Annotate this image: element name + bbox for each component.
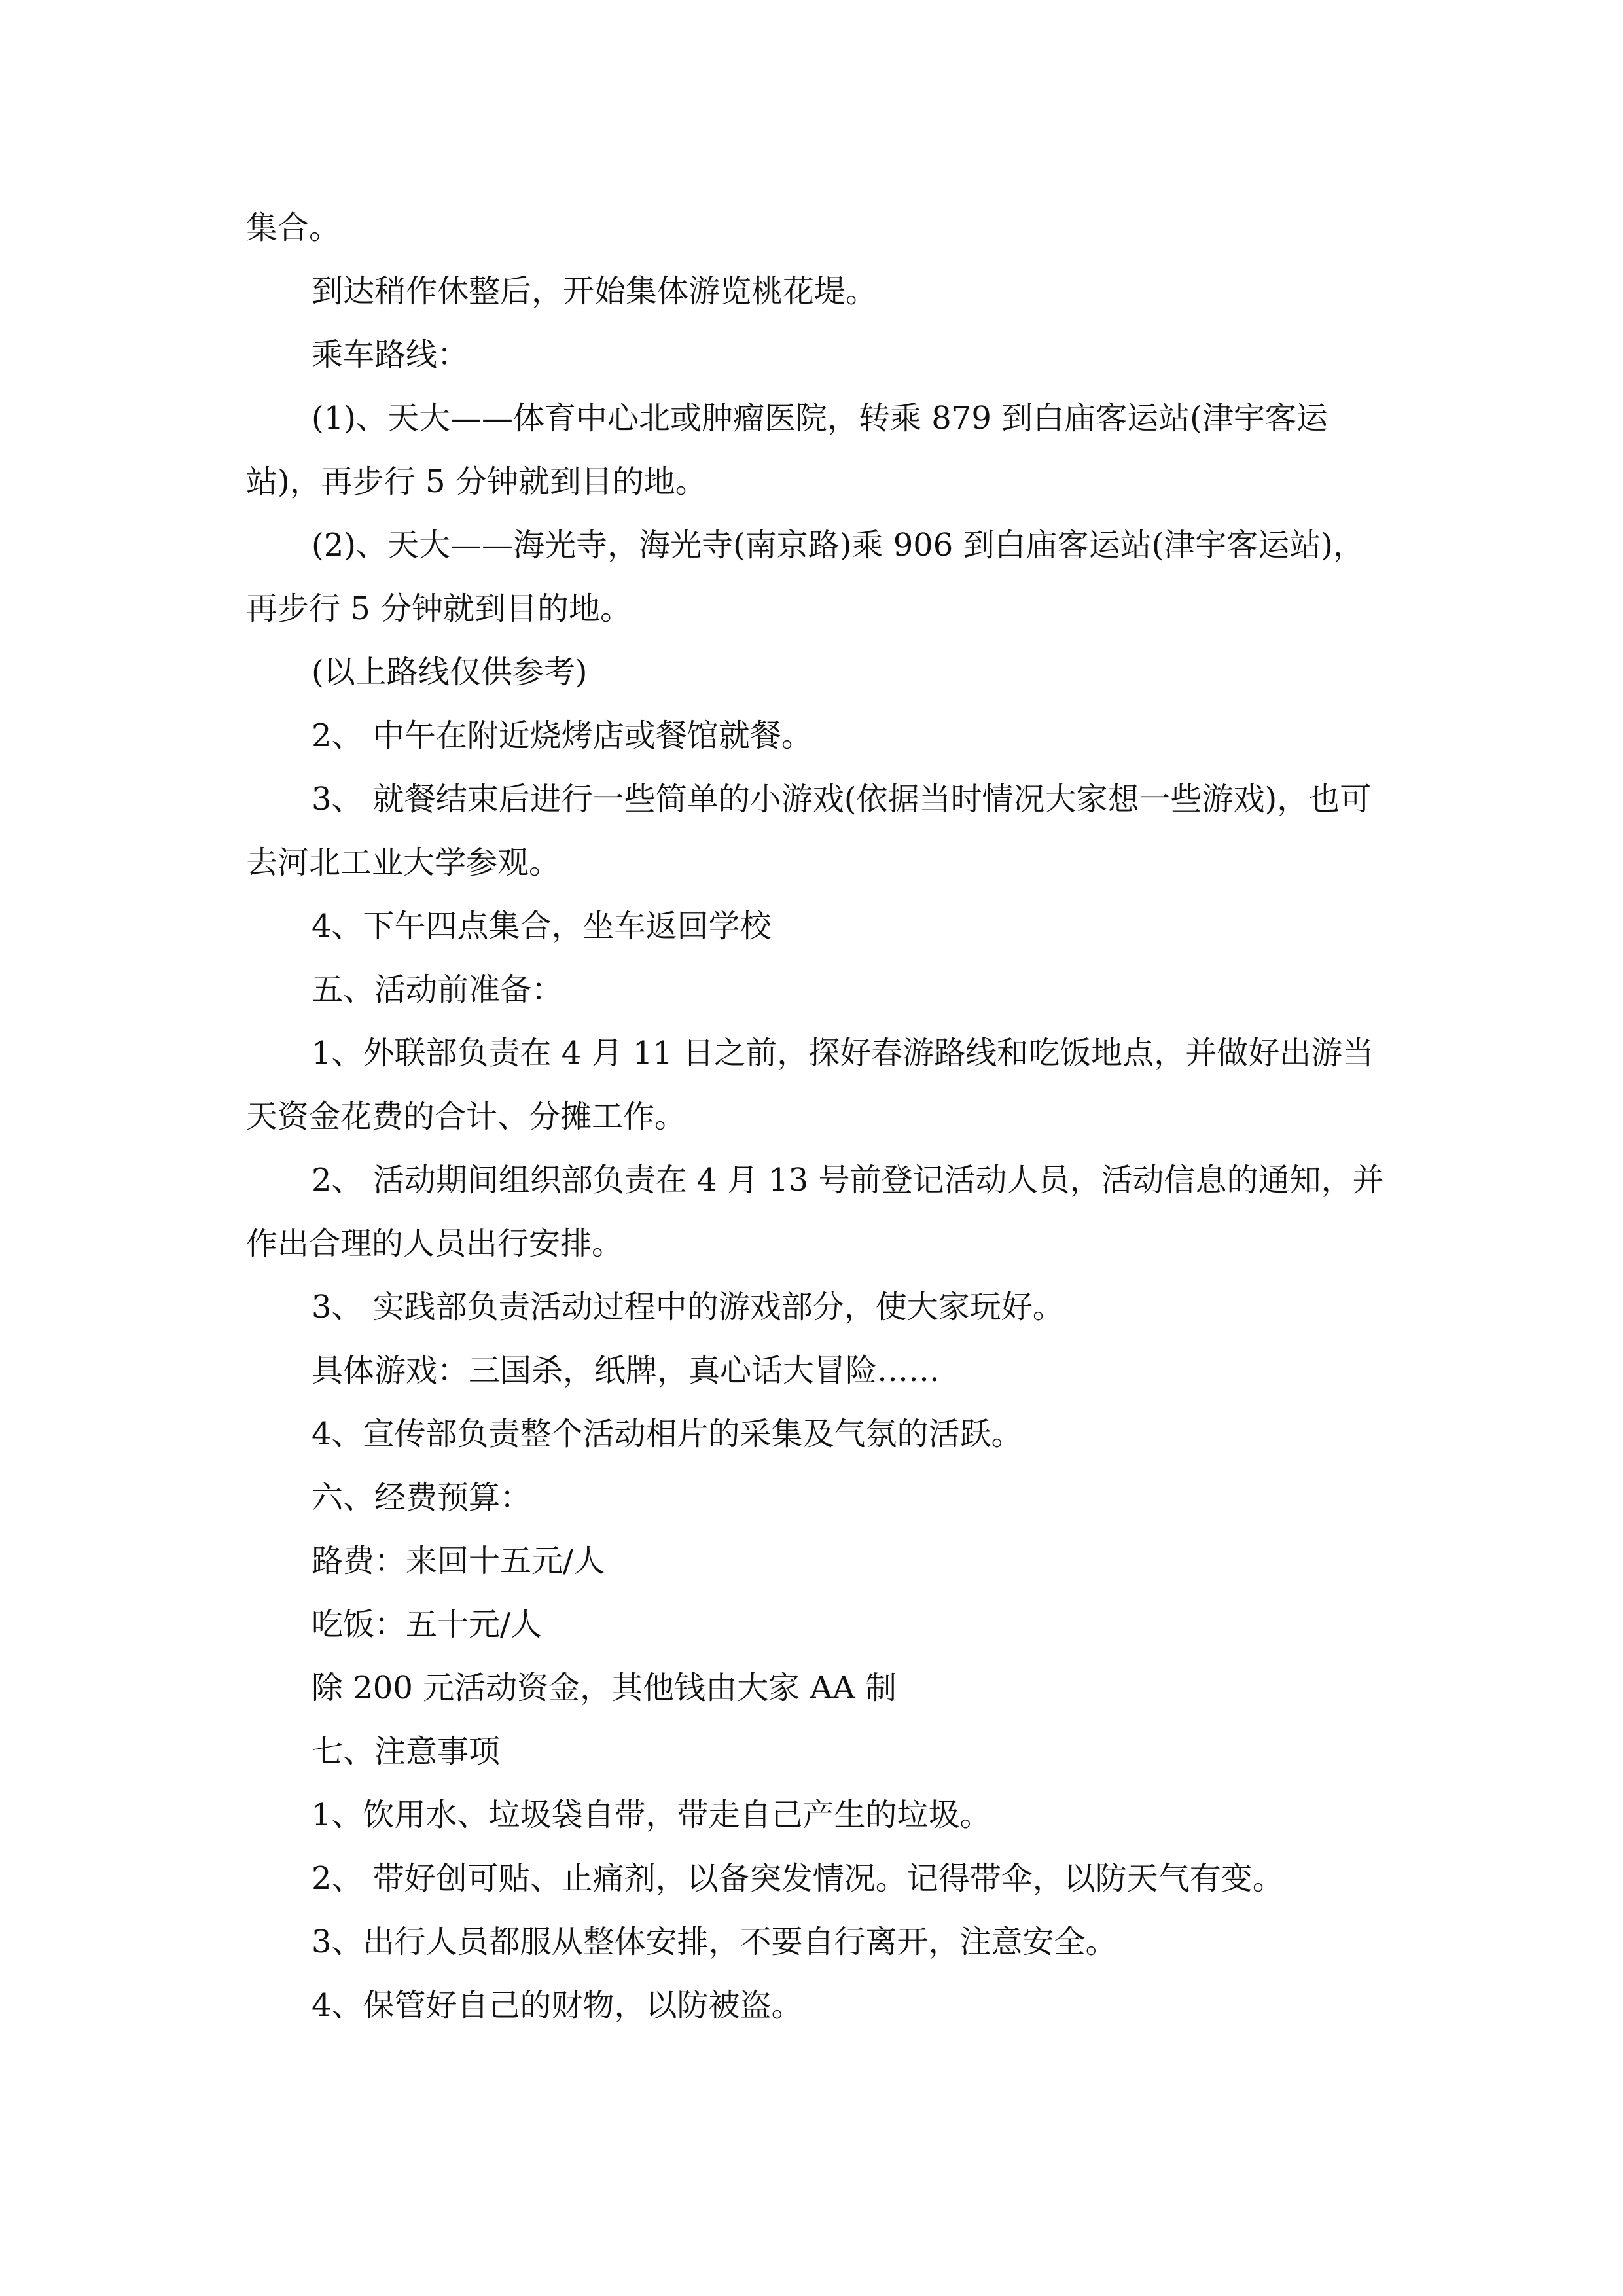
paragraph: 路费：来回十五元/人 — [312, 1543, 605, 1579]
paragraph: 2、 中午在附近烧烤店或餐馆就餐。 — [312, 717, 813, 754]
document-body — [246, 196, 1385, 2037]
paragraph: 吃饭：五十元/人 — [312, 1606, 543, 1643]
paragraph: 1、外联部负责在 4 月 11 日之前，探好春游路线和吃饭地点，并做好出游当天资金花费的合计、分摊工作。 — [246, 1035, 1374, 1135]
paragraph: 具体游戏：三国杀，纸牌，真心话大冒险…… — [312, 1352, 940, 1389]
paragraph: 1、饮用水、垃圾袋自带，带走自己产生的垃圾。 — [312, 1797, 991, 1833]
paragraph: 除 200 元活动资金，其他钱由大家 AA 制 — [312, 1670, 897, 1706]
paragraph: (以上路线仅供参考) — [312, 654, 588, 691]
paragraph: (2)、天大——海光寺，海光寺(南京路)乘 906 到白庙客运站(津宇客运站)，再步行 5 分钟就到目的地。 — [246, 527, 1365, 627]
paragraph: 到达稍作休整后，开始集体游览桃花堤。 — [312, 273, 878, 310]
paragraph: 3、出行人员都服从整体安排，不要自行离开，注意安全。 — [312, 1924, 1117, 1960]
paragraph: 4、下午四点集合，坐车返回学校 — [312, 908, 772, 944]
paragraph: 2、 带好创可贴、止痛剂，以备突发情况。记得带伞，以防天气有变。 — [312, 1860, 1284, 1897]
paragraph: 4、宣传部负责整个活动相片的采集及气氛的活跃。 — [312, 1416, 1023, 1452]
section-heading: 五、活动前准备： — [312, 971, 563, 1008]
paragraph: 集合。 — [246, 209, 341, 246]
paragraph: 4、保管好自己的财物，以防被盗。 — [312, 1987, 803, 2024]
paragraph: 3、 实践部负责活动过程中的游戏部分，使大家玩好。 — [312, 1289, 1064, 1325]
paragraph: 乘车路线： — [312, 336, 469, 373]
section-heading: 七、注意事项 — [312, 1733, 501, 1770]
paragraph: (1)、天大——体育中心北或肿瘤医院，转乘 879 到白庙客运站(津宇客运站)，再步行 5 分钟就到目的地。 — [246, 400, 1328, 500]
paragraph: 2、 活动期间组织部负责在 4 月 13 号前登记活动人员，活动信息的通知，并作出合理的人员出行安排。 — [246, 1162, 1384, 1262]
paragraph: 3、 就餐结束后进行一些简单的小游戏(依据当时情况大家想一些游戏)，也可去河北工业大学参观。 — [246, 781, 1372, 881]
section-heading: 六、经费预算： — [312, 1479, 532, 1516]
